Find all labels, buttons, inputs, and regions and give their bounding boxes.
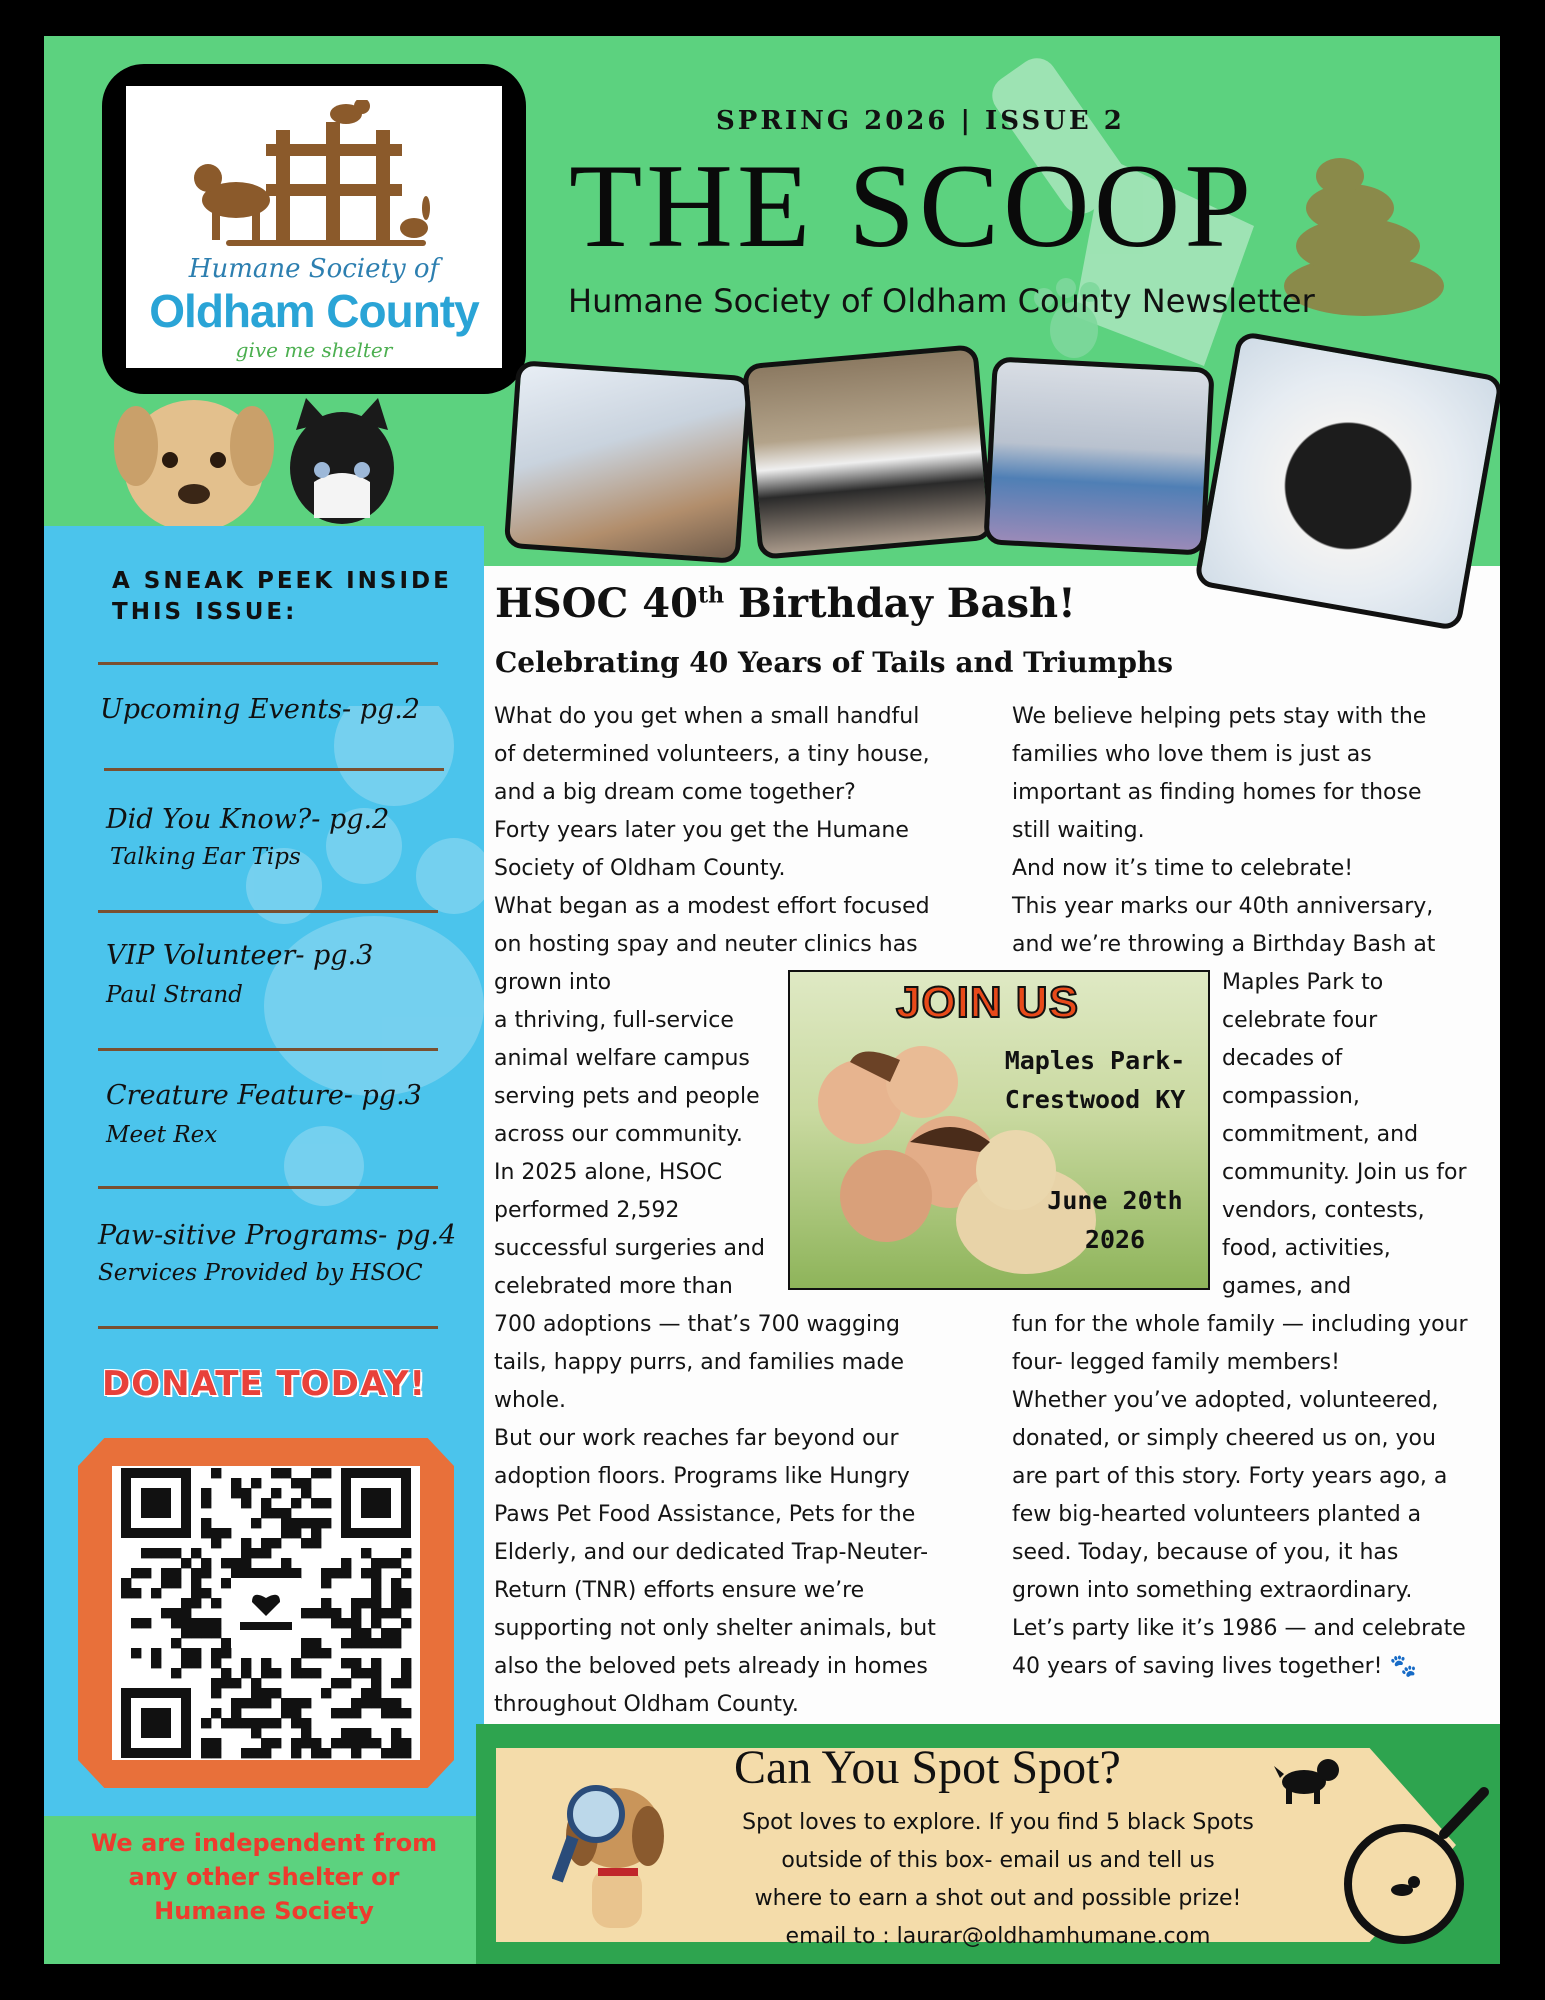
- donate-heading: DONATE TODAY!: [101, 1364, 426, 1404]
- col2-line: Maples Park to: [1222, 970, 1384, 995]
- fence-animals-icon: [186, 100, 446, 250]
- col1-line: whole.: [494, 1388, 567, 1413]
- col1-line: What do you get when a small handful: [494, 704, 920, 729]
- col2-line: food, activities,: [1222, 1236, 1391, 1261]
- sneak-peek-line1: A SNEAK PEEK INSIDE: [112, 568, 452, 594]
- sidebar: [44, 526, 484, 1816]
- issue-label: SPRING 2026 | ISSUE 2: [716, 106, 1125, 136]
- col2-line: games, and: [1222, 1274, 1352, 1299]
- independent-line1: We are independent from: [90, 1829, 438, 1857]
- col1-line: on hosting spay and neuter clinics has: [494, 932, 918, 957]
- col1-line: Return (TNR) efforts ensure we’re: [494, 1578, 865, 1603]
- independent-line3: Humane Society: [154, 1897, 374, 1926]
- col1-line: But our work reaches far beyond our: [494, 1426, 899, 1451]
- article-subtitle: Celebrating 40 Years of Tails and Triumphs: [495, 646, 1174, 679]
- col1-line: also the beloved pets already in homes: [494, 1654, 928, 1679]
- col2-line: community. Join us for: [1222, 1160, 1467, 1185]
- newsletter-page: [44, 36, 1500, 1964]
- detective-dog-icon: [552, 1756, 672, 1936]
- toc-subitem-services: Services Provided by HSOC: [98, 1260, 423, 1286]
- col2-line: are part of this story. Forty years ago, a: [1012, 1464, 1448, 1489]
- col1-line: adoption floors. Programs like Hungry: [494, 1464, 910, 1489]
- col2-line: compassion,: [1222, 1084, 1360, 1109]
- col2-line: seed. Today, because of you, it has: [1012, 1540, 1399, 1565]
- col1-line: successful surgeries and: [494, 1236, 765, 1261]
- col1-line: and a big dream come together?: [494, 780, 856, 805]
- toc-item-pawsitive-programs: Paw-sitive Programs- pg.4: [98, 1220, 457, 1251]
- event-location: [990, 1042, 1200, 1120]
- divider: [98, 910, 438, 913]
- col2-line: few big-hearted volunteers planted a: [1012, 1502, 1422, 1527]
- logo-text-line1: Humane Society of: [188, 254, 440, 284]
- magnifying-glass-icon: [1334, 1764, 1500, 1954]
- col2-line: Let’s party like it’s 1986 — and celebrate: [1012, 1616, 1466, 1641]
- toc-subitem-ear-tips: Talking Ear Tips: [110, 844, 301, 870]
- article-title-sup: th: [697, 582, 725, 609]
- col2-line: still waiting.: [1012, 818, 1145, 843]
- toc-item-upcoming-events: Upcoming Events- pg.2: [100, 694, 420, 725]
- join-us-title: JOIN US: [896, 978, 1080, 1027]
- article-title: [495, 580, 1076, 627]
- toc-subitem-paul-strand: Paul Strand: [106, 982, 243, 1008]
- col1-line: grown into: [494, 970, 612, 995]
- col2-line: fun for the whole family — including your: [1012, 1312, 1468, 1337]
- photo-tuxedo-cat: [1194, 331, 1500, 632]
- col2-line: four- legged family members!: [1012, 1350, 1340, 1375]
- col1-line: animal welfare campus: [494, 1046, 750, 1071]
- col2-line: vendors, contests,: [1222, 1198, 1425, 1223]
- divider: [98, 1326, 438, 1329]
- newsletter-subtitle: Humane Society of Oldham County Newsletter: [568, 282, 1315, 320]
- spot-text-line1: Spot loves to explore. If you find 5 black Spots: [742, 1810, 1254, 1835]
- col1-line: supporting not only shelter animals, but: [494, 1616, 936, 1641]
- col2-line: important as finding homes for those: [1012, 780, 1422, 805]
- donate-qr-code[interactable]: [112, 1466, 420, 1760]
- sneak-peek-heading: [112, 566, 452, 628]
- col1-line: Paws Pet Food Assistance, Pets for the: [494, 1502, 916, 1527]
- col1-line: a thriving, full-service: [494, 1008, 734, 1033]
- toc-subitem-meet-rex: Meet Rex: [106, 1122, 218, 1148]
- logo-text-line2: Oldham County: [149, 285, 479, 337]
- col1-line: tails, happy purrs, and families made: [494, 1350, 904, 1375]
- article-title-post: Birthday Bash!: [724, 580, 1076, 627]
- event-date-line2: 2026: [1084, 1224, 1146, 1254]
- toc-item-creature-feature: Creature Feature- pg.3: [106, 1080, 422, 1111]
- col1-line: What began as a modest effort focused: [494, 894, 930, 919]
- photo-clinic-volunteer: [504, 360, 753, 564]
- col1-line: performed 2,592: [494, 1198, 680, 1223]
- join-us-image: [788, 970, 1210, 1290]
- divider: [98, 1048, 438, 1051]
- col2-line: Whether you’ve adopted, volunteered,: [1012, 1388, 1439, 1413]
- col1-line: throughout Oldham County.: [494, 1692, 799, 1717]
- event-date: [1030, 1182, 1200, 1260]
- col1-line: celebrated more than: [494, 1274, 733, 1299]
- col2-line: decades of: [1222, 1046, 1343, 1071]
- divider: [98, 662, 438, 665]
- col2-line: This year marks our 40th anniversary,: [1012, 894, 1434, 919]
- spot-text-line3: where to earn a shot out and possible prize!: [754, 1886, 1242, 1911]
- col2-line: families who love them is just as: [1012, 742, 1372, 767]
- qr-code-graphic: [112, 1466, 420, 1760]
- spot-email[interactable]: email to : laurar@oldhamhumane.com: [785, 1924, 1211, 1949]
- col2-line: grown into something extraordinary.: [1012, 1578, 1413, 1603]
- spot-title: Can You Spot Spot?: [734, 1741, 1121, 1794]
- photo-dog-on-tree: [742, 344, 994, 560]
- col2-line: 40 years of saving lives together! 🐾: [1012, 1654, 1417, 1679]
- event-location-line1: Maples Park-: [1004, 1046, 1186, 1075]
- col2-line: and we’re throwing a Birthday Bash at: [1012, 932, 1436, 957]
- spot-text-line2: outside of this box- email us and tell us: [781, 1848, 1215, 1873]
- col1-line: serving pets and people: [494, 1084, 760, 1109]
- independent-notice: [44, 1826, 484, 1928]
- col2-line: donated, or simply cheered us on, you: [1012, 1426, 1436, 1451]
- event-date-line1: June 20th: [1047, 1186, 1183, 1215]
- toc-item-vip-volunteer: VIP Volunteer- pg.3: [106, 940, 374, 971]
- col1-line: across our community.: [494, 1122, 743, 1147]
- col1-line: Society of Oldham County.: [494, 856, 786, 881]
- photo-surgery-room: [983, 356, 1215, 555]
- col2-line: celebrate four: [1222, 1008, 1378, 1033]
- article-title-pre: HSOC 40: [495, 580, 698, 627]
- hsoc-logo: [102, 64, 526, 394]
- event-location-line2: Crestwood KY: [1004, 1084, 1186, 1114]
- col1-line: of determined volunteers, a tiny house,: [494, 742, 930, 767]
- col1-line: In 2025 alone, HSOC: [494, 1160, 723, 1185]
- newsletter-title: THE SCOOP: [569, 139, 1256, 272]
- logo-panel: [126, 86, 502, 368]
- logo-tagline: give me shelter: [235, 338, 393, 362]
- independent-line2: any other shelter or: [128, 1863, 400, 1892]
- toc-item-did-you-know: Did You Know?- pg.2: [106, 804, 390, 835]
- col1-line: 700 adoptions — that’s 700 wagging: [494, 1312, 900, 1337]
- divider: [98, 1186, 438, 1189]
- col1-line: Forty years later you get the Humane: [494, 818, 909, 843]
- sneak-peek-line2: THIS ISSUE:: [112, 599, 298, 626]
- col1-line: Elderly, and our dedicated Trap-Neuter-: [494, 1540, 929, 1565]
- divider: [104, 768, 444, 771]
- col2-line: commitment, and: [1222, 1122, 1419, 1147]
- col2-line: And now it’s time to celebrate!: [1012, 856, 1354, 881]
- col2-line: We believe helping pets stay with the: [1012, 704, 1427, 729]
